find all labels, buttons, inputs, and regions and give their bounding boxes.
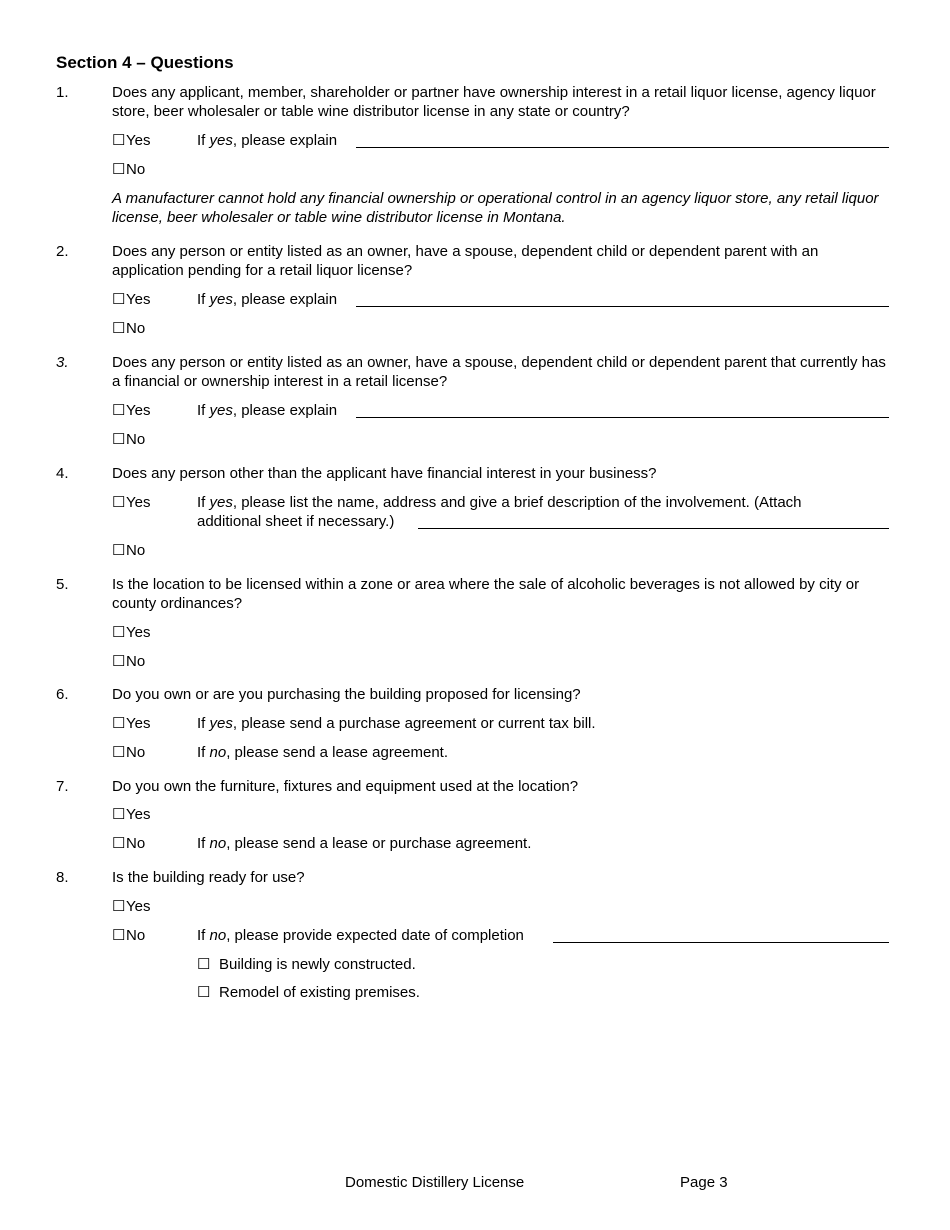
q1-explain-field[interactable] [356, 147, 889, 148]
checkbox-icon[interactable]: ☐ [112, 744, 126, 761]
checkbox-icon[interactable]: ☐ [112, 291, 126, 308]
q3-yes-option[interactable] [112, 401, 150, 420]
checkbox-icon[interactable]: ☐ [112, 927, 126, 944]
q8-completion-date-field[interactable] [553, 942, 889, 943]
no-label: No [126, 653, 146, 670]
q3-no-option[interactable] [112, 430, 145, 449]
question-5-number: 5. [56, 576, 69, 593]
q1-no-option[interactable] [112, 160, 145, 179]
q7-no-instruction: If no, please send a lease or purchase agreement. [197, 835, 532, 852]
q2-explain-field[interactable] [356, 306, 889, 307]
question-4-text: Does any person other than the applicant have financial interest in your business? [112, 465, 657, 482]
q8-no-option[interactable] [112, 926, 145, 945]
q5-yes-option[interactable] [112, 623, 150, 642]
checkbox-icon[interactable]: ☐ [112, 494, 126, 511]
question-6-text: Do you own or are you purchasing the building proposed for licensing? [112, 686, 581, 703]
checkbox-icon[interactable]: ☐ [112, 132, 126, 149]
footer-page-number: Page 3 [680, 1174, 728, 1191]
question-2-text: Does any person or entity listed as an owner, have a spouse, dependent child or dependent parent with an application pending for a retail liquor license? [112, 243, 819, 279]
question-1-number: 1. [56, 84, 69, 101]
yes-label: Yes [126, 291, 151, 308]
sub-option-label: Remodel of existing premises. [219, 984, 420, 1001]
q2-yes-option[interactable] [112, 290, 150, 309]
yes-label: Yes [126, 806, 151, 823]
q8-sub-option-new[interactable] [197, 955, 416, 974]
sub-option-label: Building is newly constructed. [219, 956, 416, 973]
q1-note: A manufacturer cannot hold any financial ownership or operational control in an agency liquor store, any retail liquor license, beer wholesaler or table wine distributor license in Montana. [112, 190, 879, 226]
q4-explain-label: If yes, please list the name, address and give a brief description of the involvement. (Attach [197, 494, 802, 511]
question-7-text: Do you own the furniture, fixtures and equipment used at the location? [112, 778, 579, 795]
no-label: No [126, 744, 146, 761]
section-title: Section 4 – Questions [56, 53, 234, 72]
checkbox-icon[interactable]: ☐ [112, 653, 126, 670]
q8-yes-option[interactable] [112, 897, 150, 916]
no-label: No [126, 161, 146, 178]
question-2-number: 2. [56, 243, 69, 260]
q6-yes-instruction: If yes, please send a purchase agreement or current tax bill. [197, 715, 596, 732]
no-label: No [126, 320, 146, 337]
checkbox-icon[interactable]: ☐ [112, 431, 126, 448]
q6-no-option[interactable] [112, 743, 145, 762]
question-5-text: Is the location to be licensed within a zone or area where the sale of alcoholic beverages is not allowed by city or county ordinances? [112, 576, 860, 612]
footer-title: Domestic Distillery License [345, 1174, 525, 1191]
q2-no-option[interactable] [112, 319, 145, 338]
question-6-number: 6. [56, 686, 69, 703]
no-label: No [126, 835, 146, 852]
q3-explain-label: If yes, please explain [197, 402, 338, 419]
question-1-text: Does any applicant, member, shareholder or partner have ownership interest in a retail liquor license, agency liquor store, beer wholesaler or table wine distributor license in any state or country? [112, 84, 876, 120]
yes-label: Yes [126, 494, 151, 511]
yes-label: Yes [126, 402, 151, 419]
no-label: No [126, 542, 146, 559]
question-8-number: 8. [56, 869, 69, 886]
checkbox-icon[interactable]: ☐ [112, 624, 126, 641]
checkbox-icon[interactable]: ☐ [112, 542, 126, 559]
question-3-text: Does any person or entity listed as an owner, have a spouse, dependent child or dependent parent that currently has a financial or ownership interest in a retail license? [112, 354, 886, 390]
q4-explain-field[interactable] [418, 528, 889, 529]
checkbox-icon[interactable]: ☐ [112, 898, 126, 915]
no-label: No [126, 431, 146, 448]
yes-label: Yes [126, 898, 151, 915]
question-7-number: 7. [56, 778, 69, 795]
yes-label: Yes [126, 132, 151, 149]
checkbox-icon[interactable]: ☐ [112, 835, 126, 852]
q4-explain-label-line2: additional sheet if necessary.) [197, 513, 395, 530]
q4-yes-option[interactable] [112, 493, 150, 512]
yes-label: Yes [126, 715, 151, 732]
checkbox-icon[interactable]: ☐ [112, 715, 126, 732]
q6-yes-option[interactable] [112, 714, 150, 733]
q8-no-instruction: If no, please provide expected date of completion [197, 927, 524, 944]
checkbox-icon[interactable]: ☐ [112, 161, 126, 178]
question-3-number: 3. [56, 354, 69, 371]
q5-no-option[interactable] [112, 652, 145, 671]
q1-explain-label: If yes, please explain [197, 132, 338, 149]
checkbox-icon[interactable]: ☐ [112, 402, 126, 419]
checkbox-icon[interactable]: ☐ [112, 320, 126, 337]
q8-sub-option-remodel[interactable] [197, 983, 420, 1002]
q7-yes-option[interactable] [112, 805, 150, 824]
no-label: No [126, 927, 146, 944]
checkbox-icon[interactable]: ☐ [197, 956, 211, 973]
q4-no-option[interactable] [112, 541, 145, 560]
q6-no-instruction: If no, please send a lease agreement. [197, 744, 449, 761]
checkbox-icon[interactable]: ☐ [112, 806, 126, 823]
q3-explain-field[interactable] [356, 417, 889, 418]
q1-yes-option[interactable] [112, 131, 150, 150]
q7-no-option[interactable] [112, 834, 145, 853]
yes-label: Yes [126, 624, 151, 641]
checkbox-icon[interactable]: ☐ [197, 984, 211, 1001]
question-8-text: Is the building ready for use? [112, 869, 305, 886]
question-4-number: 4. [56, 465, 69, 482]
q2-explain-label: If yes, please explain [197, 291, 338, 308]
